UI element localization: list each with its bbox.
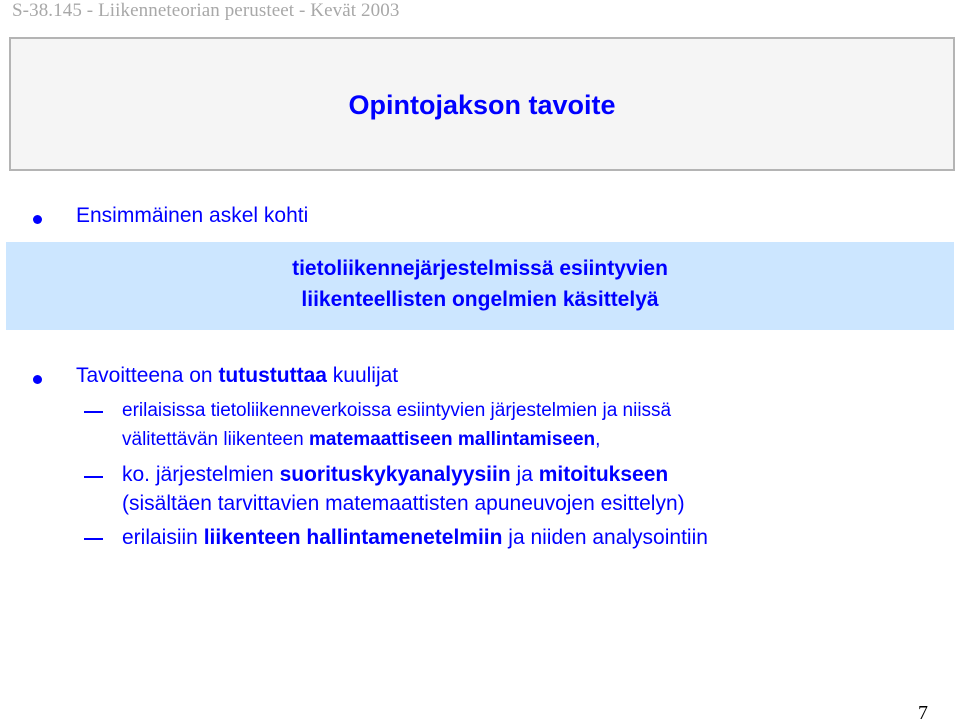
bullet-first-text: Ensimmäinen askel kohti	[76, 204, 309, 227]
subitem-2-bold-2: mitoitukseen	[538, 463, 669, 486]
bullet-first	[0, 204, 960, 234]
subitem-2-line-2: (sisältäen tarvittavien matemaattisten apuneuvojen esittelyn)	[122, 492, 685, 515]
subitem-3-text: ja niiden analysointiin	[502, 526, 708, 549]
bullet-dot-icon	[33, 215, 42, 224]
subitem-2-text: ja	[510, 463, 539, 486]
subitem-1-bold: matemaattiseen mallintamiseen	[308, 429, 596, 450]
highlight-line-1: tietoliikennejärjestelmissä esiintyvien	[292, 257, 668, 280]
bullet-second-text-part: kuulijat	[326, 364, 399, 387]
subitem-3-line-1	[122, 523, 708, 553]
subitem-1-text: ,	[595, 429, 601, 450]
subitem-2-bold-1: suorituskykyanalyysiin	[279, 463, 511, 486]
title-box	[9, 37, 955, 171]
dash-icon	[84, 411, 103, 413]
subitem-2-line-1	[122, 460, 668, 490]
slide-title: Opintojakson tavoite	[348, 90, 616, 120]
subitem-1-text: välitettävän liikenteen	[122, 429, 309, 450]
subitem-3-bold: liikenteen hallintamenetelmiin	[203, 526, 503, 549]
bullet-second	[0, 364, 960, 394]
bullet-second-text	[76, 364, 398, 388]
subitem-1-line-2	[122, 425, 600, 455]
page-number: 7	[918, 702, 928, 724]
subitem-2-text: ko. järjestelmien	[122, 463, 280, 486]
bullet-second-text-bold: tutustuttaa	[218, 364, 327, 387]
bullet-dot-icon	[33, 375, 42, 384]
dash-icon	[84, 476, 103, 478]
slide-header: S-38.145 - Liikenneteorian perusteet - Kevät 2003	[12, 0, 400, 21]
dash-icon	[84, 538, 103, 540]
bullet-second-text-part: Tavoitteena on	[76, 364, 219, 387]
highlight-box	[6, 242, 954, 330]
highlight-line-2: liikenteellisten ongelmien käsittelyä	[301, 288, 659, 311]
subitem-1-line-1: erilaisissa tietoliikenneverkoissa esiintyvien järjestelmien ja niissä	[122, 400, 672, 421]
subitem-3-text: erilaisiin	[122, 526, 204, 549]
